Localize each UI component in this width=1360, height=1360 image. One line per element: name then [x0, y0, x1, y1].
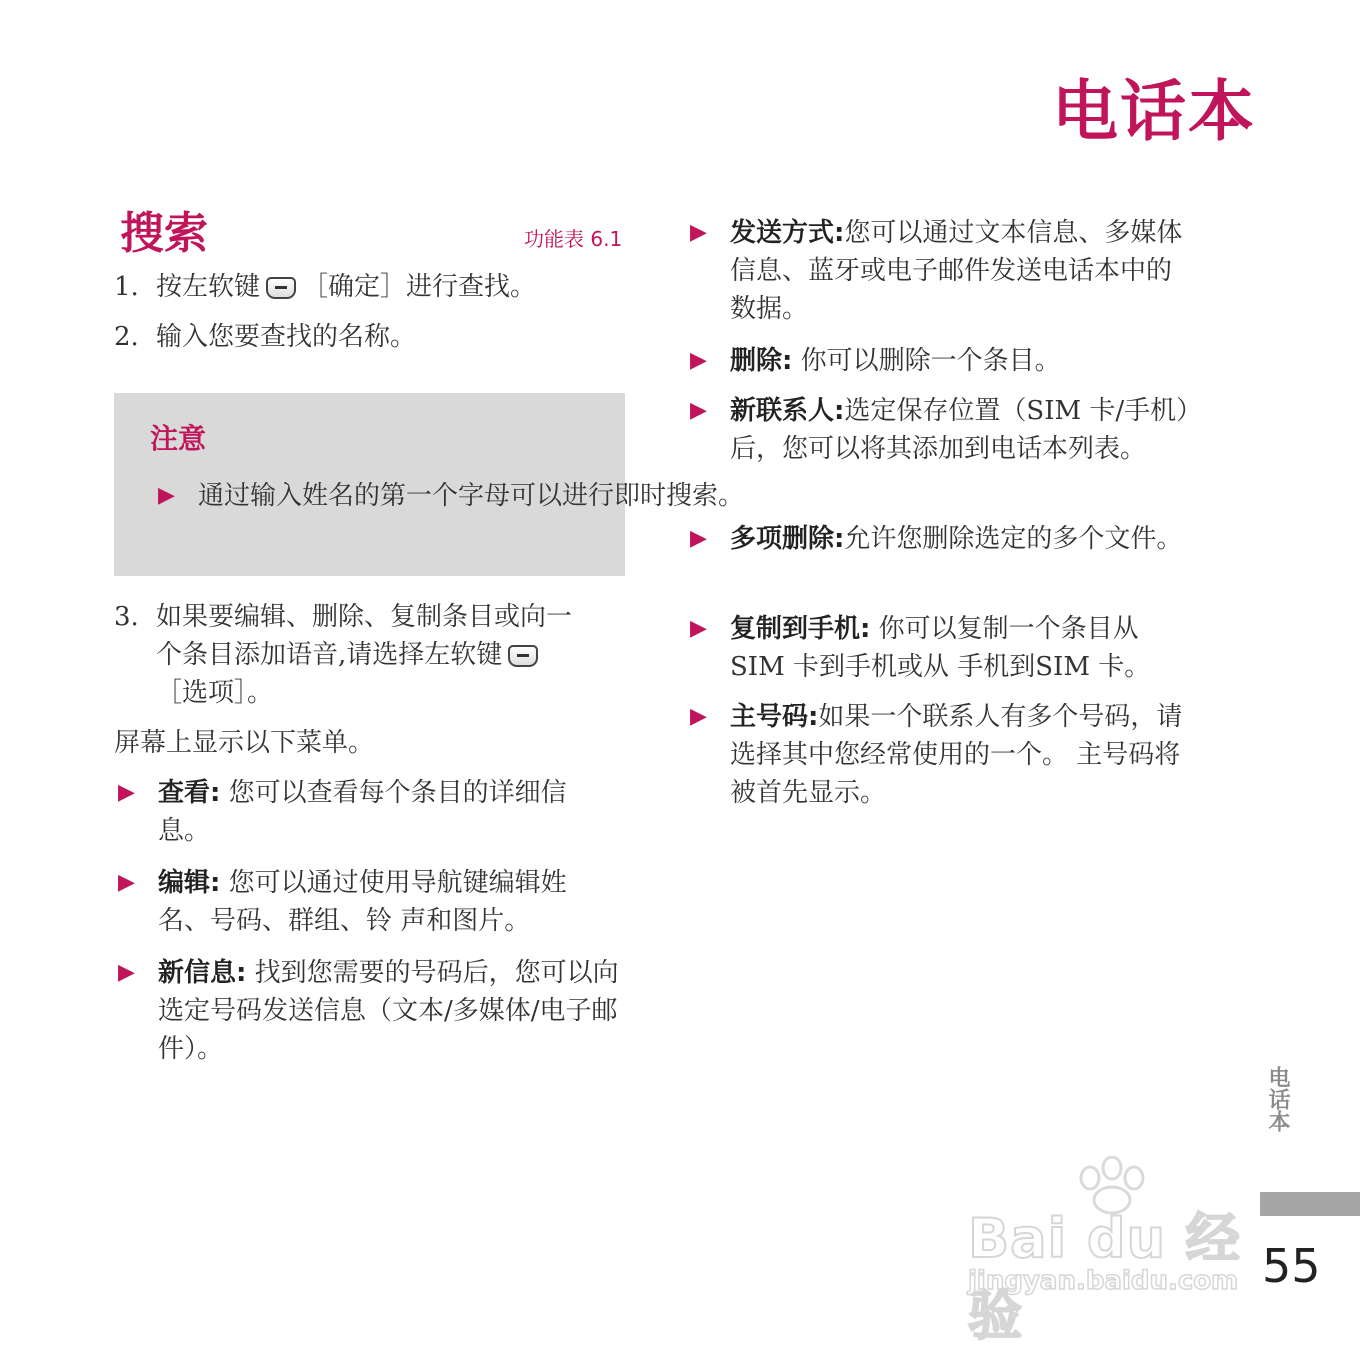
watermark [968, 1156, 1268, 1347]
menu-option-delete [690, 342, 1190, 380]
triangle-right-icon: ▶ [118, 780, 135, 805]
option-term: 查看: [158, 778, 221, 808]
option-term: 新信息: [158, 958, 247, 988]
menu-option-new-contact [690, 392, 1190, 468]
step-text: ［确定］进行查找。 [302, 272, 537, 302]
step-text: 如果要编辑、删除、复制条目或向一个条目添加语音,请选择左软键 [156, 602, 573, 670]
note-text: 通过输入姓名的第一个字母可以进行即时搜索。 [198, 481, 745, 511]
step-text: 输入您要查找的名称。 [156, 322, 417, 352]
option-description: 您可以查看每个条目的详细信息。 [158, 778, 567, 846]
option-description: 允许您删除选定的多个文件。 [844, 524, 1183, 554]
option-description: 如果一个联系人有多个号码，请选择其中您经常使用的一个。 主号码将被首先显示。 [730, 702, 1183, 808]
triangle-right-icon: ▶ [158, 483, 175, 508]
menu-reference: 功能表 6.1 [524, 227, 623, 251]
option-description: 你可以删除一个条目。 [792, 346, 1061, 376]
triangle-right-icon: ▶ [690, 220, 707, 245]
note-title: 注意 [150, 422, 207, 455]
menu-option-edit [118, 864, 618, 940]
triangle-right-icon: ▶ [118, 960, 135, 985]
option-description: 您可以通过使用导航键编辑姓名、号码、群组、铃 声和图片。 [158, 868, 567, 936]
menu-option-new-message [118, 954, 624, 1068]
option-description: 选定保存位置（SIM 卡/手机）后，您可以将其添加到电话本列表。 [730, 396, 1190, 464]
option-description: 您可以通过文本信息、多媒体信息、蓝牙或电子邮件发送电话本中的数据。 [730, 218, 1183, 324]
option-description: 你可以复制一个条目从 SIM 卡到手机或从 手机到SIM 卡。 [730, 614, 1151, 682]
triangle-right-icon: ▶ [118, 870, 135, 895]
option-term: 编辑: [158, 868, 221, 898]
left-softkey-icon [508, 645, 538, 667]
watermark-brand: Bai du 经验 [968, 1207, 1241, 1347]
triangle-right-icon: ▶ [690, 526, 707, 551]
step-number: 2. [114, 322, 139, 352]
menu-option-view [118, 774, 608, 850]
watermark-url: jingyan.baidu.com [968, 1266, 1239, 1296]
option-term: 复制到手机: [730, 614, 871, 644]
step-item [114, 318, 614, 356]
option-description: 找到您需要的号码后，您可以向选定号码发送信息（文本/多媒体/电子邮件）。 [158, 958, 619, 1064]
option-term: 删除: [730, 346, 793, 376]
menu-option-multi-delete [690, 520, 1190, 558]
option-term: 新联系人: [730, 396, 845, 426]
option-term: 多项删除: [730, 524, 845, 554]
left-softkey-icon [266, 277, 296, 299]
section-title: 搜索 [120, 208, 208, 259]
side-tab-label: 电话本 [1265, 1066, 1290, 1132]
step-number: 3. [114, 602, 139, 632]
note-item [158, 477, 788, 515]
step-text: 按左软键 [156, 272, 261, 302]
page-number: 55 [1262, 1239, 1321, 1293]
triangle-right-icon: ▶ [690, 616, 707, 641]
chapter-title: 电话本 [1052, 73, 1256, 150]
menu-option-primary-number [690, 698, 1190, 812]
page-tab-bar [1260, 1192, 1360, 1216]
step-item [114, 598, 634, 712]
menu-option-send-via [690, 214, 1190, 328]
step-number: 1. [114, 272, 139, 302]
menu-intro: 屏幕上显示以下菜单。 [114, 728, 375, 758]
triangle-right-icon: ▶ [690, 704, 707, 729]
triangle-right-icon: ▶ [690, 398, 707, 423]
menu-option-copy-to-phone [690, 610, 1190, 686]
note-box [114, 393, 745, 576]
option-term: 发送方式: [730, 218, 845, 248]
triangle-right-icon: ▶ [690, 348, 707, 373]
step-text: ［选项］。 [156, 678, 274, 708]
option-term: 主号码: [730, 702, 819, 732]
step-item [114, 268, 614, 306]
